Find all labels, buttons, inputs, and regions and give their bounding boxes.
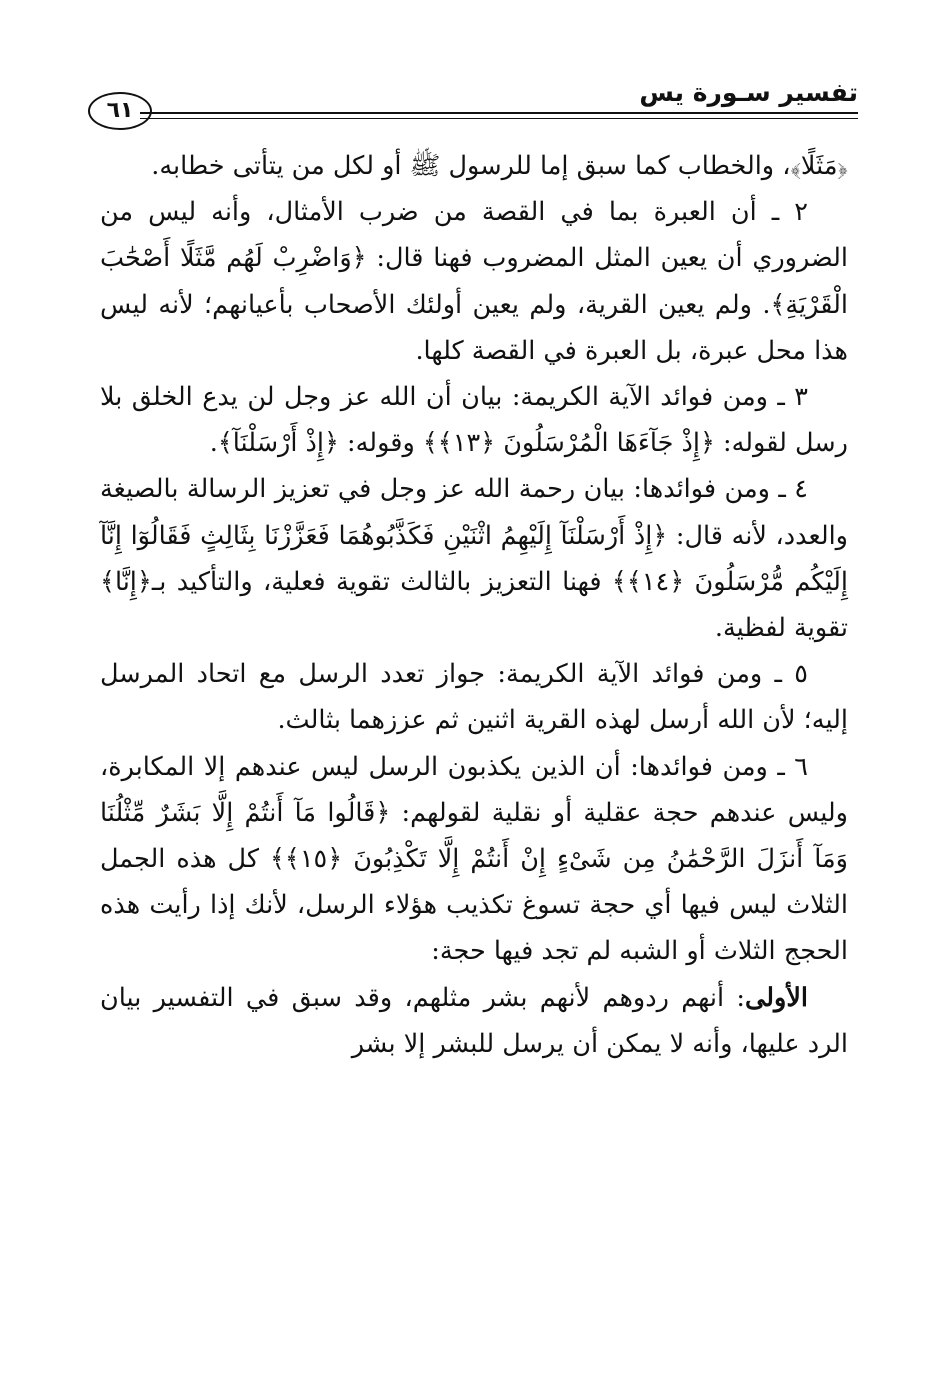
- paragraph-text: : أنهم ردوهم لأنهم بشر مثلهم، وقد سبق في التفسير بيان الرد عليها، وأنه لا يمكن أن يرسل للبشر إلا بشر: [100, 982, 848, 1059]
- paragraph: ٦ ـ ومن فوائدها: أن الذين يكذبون الرسل ليس عندهم إلا المكابرة، وليس عندهم حجة عقلية أو نقلية لقولهم: ﴿قَالُوا مَآ أَنتُمْ إِلَّا بَشَرٌ مِّثْلُنَا وَمَآ أَنزَلَ الرَّحْمَٰنُ مِن شَىْءٍ إِنْ أَنتُمْ إِلَّا تَكْذِبُونَ ﴿١٥﴾﴾ كل هذه الجمل الثلاث ليس فيها أي حجة تسوغ تكذيب هؤلاء الرسل، لأنك إذا رأيت هذه الحجج الثلاث أو الشبه لم تجد فيها حجة:: [100, 751, 848, 967]
- paragraph: ٣ ـ ومن فوائد الآية الكريمة: بيان أن الله عز وجل لن يدع الخلق بلا رسل لقوله: ﴿إِذْ جَآءَهَا الْمُرْسَلُونَ ﴿١٣﴾﴾ وقوله: ﴿إِذْ أَرْسَلْنَآ﴾.: [100, 382, 848, 459]
- body-text: [100, 143, 848, 1067]
- header-rule-thin: [140, 118, 858, 119]
- running-title: تفسير سـورة يس: [639, 78, 858, 107]
- header-rule: [140, 112, 858, 114]
- paragraph: ٥ ـ ومن فوائد الآية الكريمة: جواز تعدد الرسل مع اتحاد المرسل إليه؛ لأن الله أرسل لهذه القرية اثنين ثم عززهما بثالث.: [100, 659, 848, 736]
- page-header: [88, 78, 858, 128]
- paragraph: ﴿مَثَلًا﴾، والخطاب كما سبق إما للرسول ﷺ أو لكل من يتأتى خطابه.: [151, 151, 848, 181]
- paragraph: ٤ ـ ومن فوائدها: بيان رحمة الله عز وجل في تعزيز الرسالة بالصيغة والعدد، لأنه قال: ﴿إِذْ أَرْسَلْنَآ إِلَيْهِمُ اثْنَيْنِ فَكَذَّبُوهُمَا فَعَزَّزْنَا بِثَالِثٍ فَقَالُوٓا إِنَّآ إِلَيْكُم مُّرْسَلُونَ ﴿١٤﴾﴾ فهنا التعزيز بالثالث تقوية فعلية، والتأكيد بـ﴿إِنَّا﴾ تقوية لفظية.: [100, 474, 848, 644]
- page-number: ٦١: [88, 92, 152, 130]
- paragraph-last: [100, 975, 848, 1067]
- paragraph: ٢ ـ أن العبرة بما في القصة من ضرب الأمثال، وأنه ليس من الضروري أن يعين المثل المضروب فهنا قال: ﴿وَاضْرِبْ لَهُم مَّثَلًا أَصْحَٰبَ الْقَرْيَةِ﴾. ولم يعين القرية، ولم يعين أولئك الأصحاب بأعيانهم؛ لأنه ليس هذا محل عبرة، بل العبرة في القصة كلها.: [100, 197, 848, 366]
- paragraph-lead: الأولى: [745, 982, 808, 1013]
